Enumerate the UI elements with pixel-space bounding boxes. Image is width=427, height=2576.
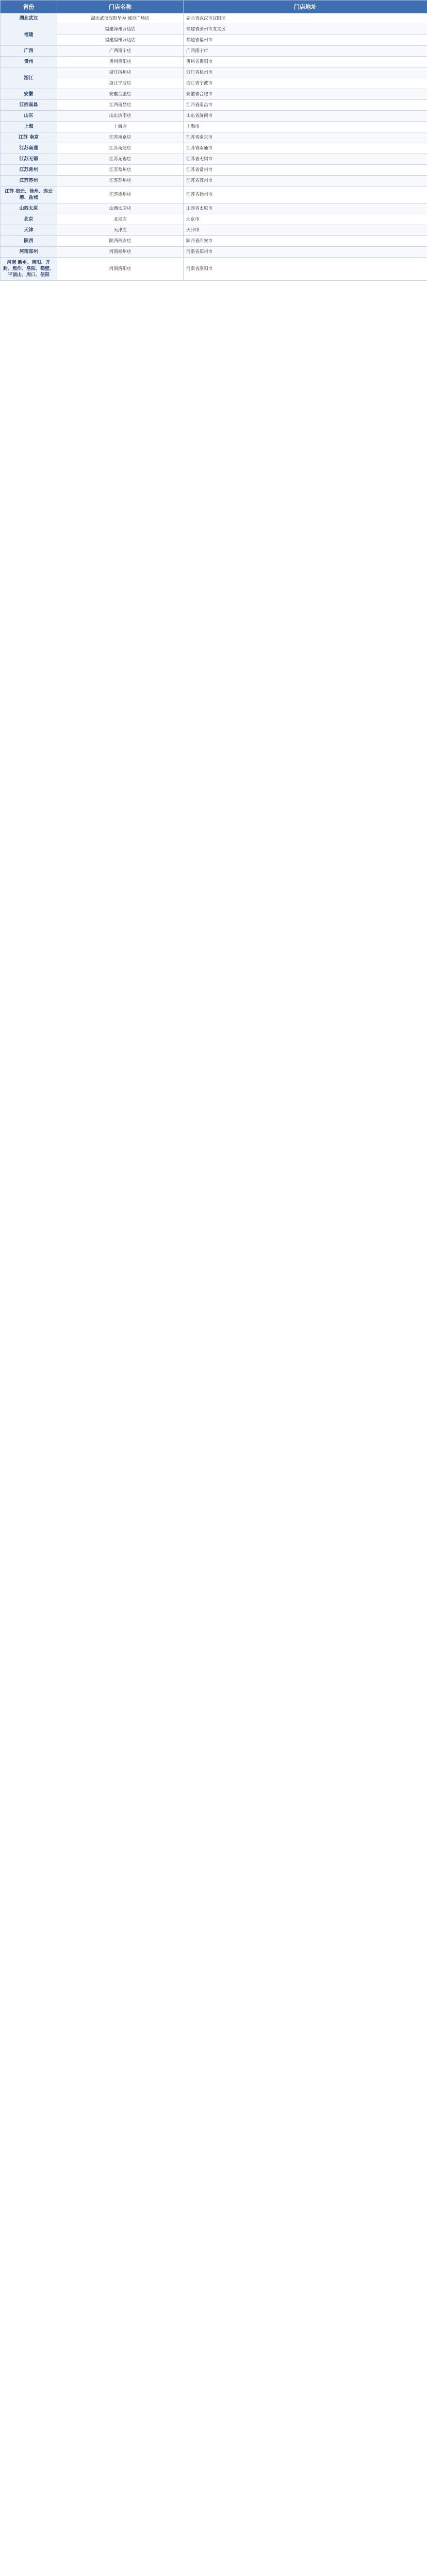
store-address-cell: 北京市 xyxy=(184,214,427,225)
store-name-cell: 安徽合肥店 xyxy=(57,89,184,100)
table-row xyxy=(1,258,427,281)
table-row xyxy=(1,143,427,154)
store-address-cell: 陕西省西安市 xyxy=(184,236,427,247)
region-cell: 山东 xyxy=(1,111,57,122)
table-row xyxy=(1,57,427,67)
table-row xyxy=(1,89,427,100)
region-cell: 江苏常州 xyxy=(1,165,57,176)
store-name-cell: 广西南宁店 xyxy=(57,46,184,57)
store-name-cell: 江苏徐州店 xyxy=(57,187,184,204)
region-cell: 江苏 宿迁、徐州、连云港、盐城 xyxy=(1,187,57,204)
region-cell: 江西南昌 xyxy=(1,100,57,111)
store-address-cell: 江西省南昌市 xyxy=(184,100,427,111)
table-row xyxy=(1,132,427,143)
table-row xyxy=(1,214,427,225)
region-cell: 山西太原 xyxy=(1,204,57,214)
store-address-cell: 河南省洛阳市 xyxy=(184,258,427,281)
table-row xyxy=(1,100,427,111)
region-cell: 江苏苏州 xyxy=(1,176,57,187)
store-name-cell: 贵州贵阳店 xyxy=(57,57,184,67)
table-row xyxy=(1,225,427,236)
table-row xyxy=(1,24,427,35)
store-name-cell: 江苏无锡店 xyxy=(57,154,184,165)
store-name-cell: 江苏南通店 xyxy=(57,143,184,154)
store-address-cell: 浙江省杭州市 xyxy=(184,67,427,78)
table-row xyxy=(1,35,427,46)
store-address-cell: 河南省郑州市 xyxy=(184,247,427,258)
region-cell: 江苏无锡 xyxy=(1,154,57,165)
store-address-cell: 上海市 xyxy=(184,122,427,132)
store-address-cell: 贵州省贵阳市 xyxy=(184,57,427,67)
region-cell: 北京 xyxy=(1,214,57,225)
table-row xyxy=(1,236,427,247)
store-name-cell: 山西太原店 xyxy=(57,204,184,214)
header-store-address: 门店地址 xyxy=(184,1,427,13)
region-cell: 河南郑州 xyxy=(1,247,57,258)
store-address-cell: 湖北省武汉市汉阳区 xyxy=(184,13,427,24)
store-address-cell: 山东省济南市 xyxy=(184,111,427,122)
store-name-cell: 北京店 xyxy=(57,214,184,225)
store-name-cell: 福建漳州万达店 xyxy=(57,24,184,35)
store-address-cell: 广西南宁市 xyxy=(184,46,427,57)
store-name-cell: 江西南昌店 xyxy=(57,100,184,111)
store-name-cell: 陕西西安店 xyxy=(57,236,184,247)
store-address-cell: 山西省太原市 xyxy=(184,204,427,214)
store-address-cell: 江苏省徐州市 xyxy=(184,187,427,204)
store-name-cell: 浙江宁波店 xyxy=(57,78,184,89)
store-name-cell: 江苏南京店 xyxy=(57,132,184,143)
store-name-cell: 湖北武汉汉阳华为 城市广场店 xyxy=(57,13,184,24)
store-address-cell: 安徽省合肥市 xyxy=(184,89,427,100)
store-address-cell: 江苏省南通市 xyxy=(184,143,427,154)
store-name-cell: 上海店 xyxy=(57,122,184,132)
store-name-cell: 山东济南店 xyxy=(57,111,184,122)
store-name-cell: 浙江杭州店 xyxy=(57,67,184,78)
region-cell: 湖北武汉 xyxy=(1,13,57,24)
region-cell: 河南 新乡、南阳、开封、焦作、洛阳、鹤壁、平顶山、周口、信阳 xyxy=(1,258,57,281)
table-row xyxy=(1,46,427,57)
store-address-cell: 浙江省宁波市 xyxy=(184,78,427,89)
store-address-cell: 江苏省南京市 xyxy=(184,132,427,143)
store-address-cell: 江苏省无锡市 xyxy=(184,154,427,165)
region-cell: 天津 xyxy=(1,225,57,236)
store-name-cell: 天津店 xyxy=(57,225,184,236)
store-name-cell: 江苏常州店 xyxy=(57,165,184,176)
table-row xyxy=(1,111,427,122)
store-table xyxy=(0,0,427,281)
table-row xyxy=(1,165,427,176)
header-store-name: 门店名称 xyxy=(57,1,184,13)
table-row xyxy=(1,78,427,89)
region-cell: 福建 xyxy=(1,24,57,46)
header-province: 省份 xyxy=(1,1,57,13)
store-address-cell: 福建省福州市 xyxy=(184,35,427,46)
region-cell: 贵州 xyxy=(1,57,57,67)
table-row xyxy=(1,247,427,258)
store-name-cell: 江苏苏州店 xyxy=(57,176,184,187)
table-row xyxy=(1,122,427,132)
table-row xyxy=(1,176,427,187)
region-cell: 安徽 xyxy=(1,89,57,100)
store-name-cell: 福建福州万达店 xyxy=(57,35,184,46)
region-cell: 上海 xyxy=(1,122,57,132)
store-name-cell: 河南郑州店 xyxy=(57,247,184,258)
table-row xyxy=(1,204,427,214)
table-row xyxy=(1,154,427,165)
table-row xyxy=(1,13,427,24)
store-address-cell: 江苏省常州市 xyxy=(184,165,427,176)
region-cell: 浙江 xyxy=(1,67,57,89)
store-address-cell: 天津市 xyxy=(184,225,427,236)
region-cell: 江苏南通 xyxy=(1,143,57,154)
region-cell: 陕西 xyxy=(1,236,57,247)
store-address-cell: 江苏省苏州市 xyxy=(184,176,427,187)
store-address-cell: 福建省漳州市龙文区 xyxy=(184,24,427,35)
table-row xyxy=(1,187,427,204)
region-cell: 广西 xyxy=(1,46,57,57)
table-header-row xyxy=(1,1,427,13)
store-list-page xyxy=(0,0,427,281)
table-row xyxy=(1,67,427,78)
table-body xyxy=(1,13,427,281)
region-cell: 江苏 南京 xyxy=(1,132,57,143)
store-name-cell: 河南洛阳店 xyxy=(57,258,184,281)
